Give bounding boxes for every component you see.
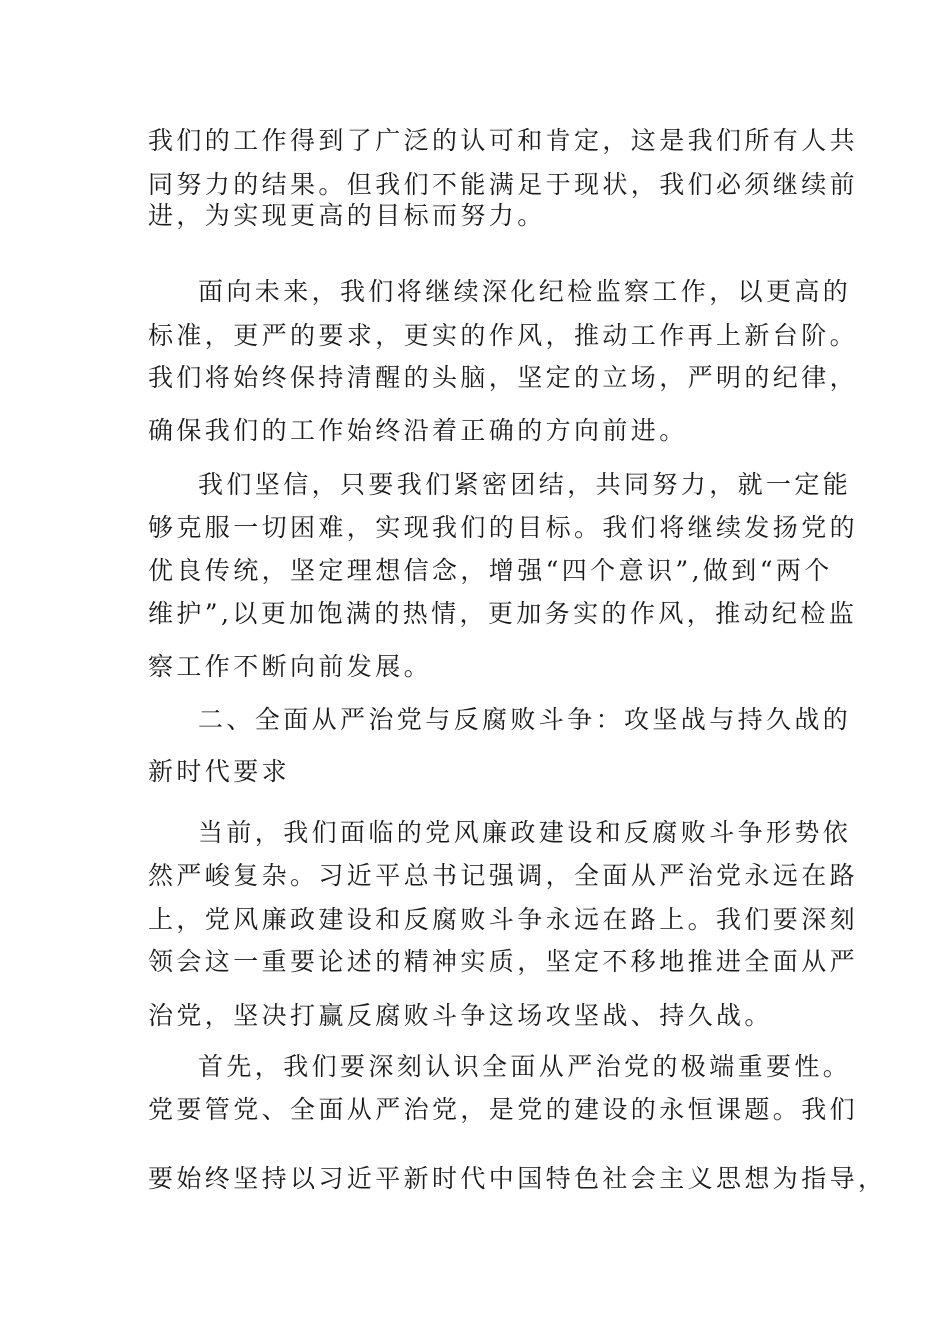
- text-line: 然严峻复杂。习近平总书记强调，全面从严治党永远在路: [148, 861, 859, 890]
- text-line: 确保我们的工作始终沿着正确的方向前进。: [148, 416, 688, 445]
- text-line: 要始终坚持以习近平新时代中国特色社会主义思想为指导，: [148, 1164, 887, 1193]
- text-line: 维护”,以更加饱满的热情，更加务实的作风，推动纪检监: [148, 599, 858, 628]
- text-line: 领会这一重要论述的精神实质，坚定不移地推进全面从严: [148, 947, 859, 976]
- text-line: 治党，坚决打赢反腐败斗争这场攻坚战、持久战。: [148, 1001, 773, 1030]
- paragraph-first-line: 首先，我们要深刻认识全面从严治党的极端重要性。: [198, 1052, 852, 1081]
- text-line: 察工作不断向前发展。: [148, 652, 433, 681]
- text-line: 上，党风廉政建设和反腐败斗争永远在路上。我们要深刻: [148, 905, 859, 934]
- paragraph-first-line: 我们坚信，只要我们紧密团结，共同努力，就一定能: [198, 470, 852, 499]
- section-heading-continuation: 新时代要求: [148, 757, 291, 786]
- text-line: 标准，更严的要求，更实的作风，推动工作再上新台阶。: [148, 321, 859, 350]
- text-line: 优良传统，坚定理想信念，增强“四个意识”,做到“两个: [148, 556, 833, 585]
- text-line: 同努力的结果。但我们不能满足于现状，我们必须继续前: [148, 170, 859, 199]
- paragraph-first-line: 当前，我们面临的党风廉政建设和反腐败斗争形势依: [198, 818, 852, 847]
- section-heading: 二、全面从严治党与反腐败斗争：攻坚战与持久战的: [198, 705, 852, 734]
- text-line: 党要管党、全面从严治党，是党的建设的永恒课题。我们: [148, 1095, 859, 1124]
- text-line: 我们将始终保持清醒的头脑，坚定的立场，严明的纪律，: [148, 363, 859, 392]
- paragraph-first-line: 面向未来，我们将继续深化纪检监察工作，以更高的: [198, 277, 852, 306]
- text-line: 我们的工作得到了广泛的认可和肯定，这是我们所有人共: [148, 126, 859, 155]
- text-line: 进，为实现更高的目标而努力。: [148, 201, 546, 230]
- text-line: 够克服一切困难，实现我们的目标。我们将继续发扬党的: [148, 513, 859, 542]
